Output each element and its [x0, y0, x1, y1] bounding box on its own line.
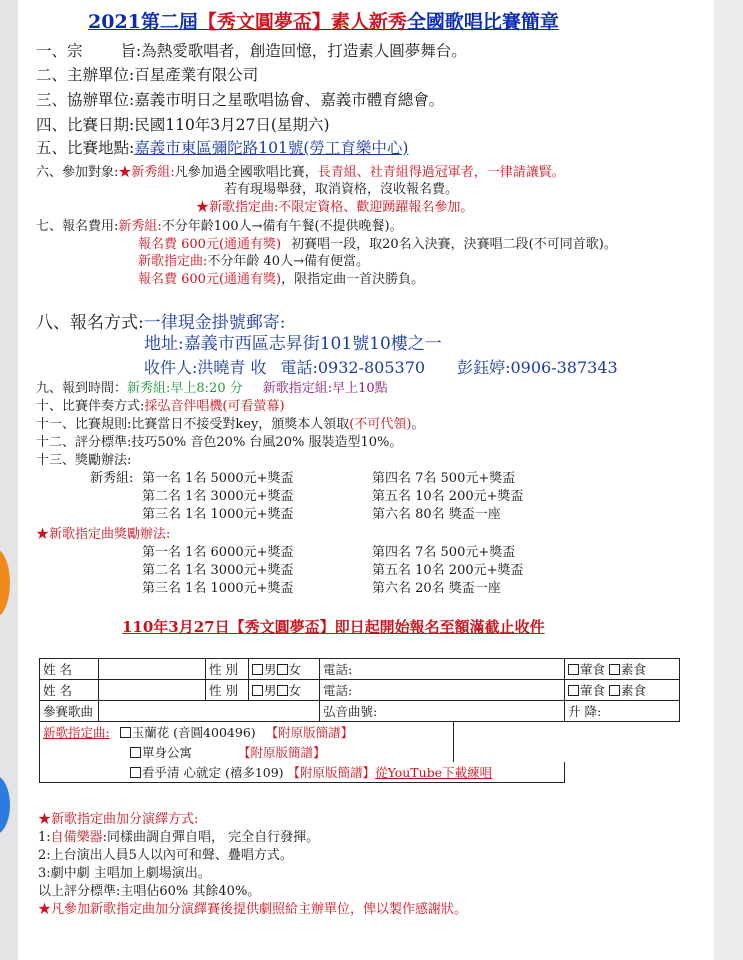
table-row — [40, 701, 680, 722]
female-checkbox[interactable] — [277, 664, 288, 675]
phone-field[interactable]: 電話: — [320, 659, 565, 680]
mailing-address: 地址:嘉義市西區志昇街101號10樓之一 — [144, 334, 442, 354]
section-1: 一、宗 旨:為熱愛歌唱者，創造回憶，打造素人圓夢舞台。 — [36, 42, 467, 60]
blank-cell — [454, 742, 680, 762]
section-7-line2: 報名費 600元(通通有獎) 初賽唱一段，取20名入決賽，決賽唱二段(不可同首歌)。 — [138, 237, 617, 252]
prize-row: 第一名 1名 6000元+獎盃 — [142, 545, 294, 560]
gender-label: 性 別 — [206, 680, 249, 701]
section-4: 四、比賽日期:民國110年3月27日(星期六) — [36, 116, 330, 134]
gender-options: 男 女 — [249, 659, 320, 680]
prize-row: 第五名 10名 200元+獎盃 — [372, 563, 524, 578]
bonus-line-5: ★凡參加新歌指定曲加分演繹賽後提供劇照給主辦單位，俾以製作感謝狀。 — [38, 902, 468, 917]
prize-group-2-label: ★新歌指定曲獎勵辦法: — [36, 527, 171, 542]
song-3-checkbox[interactable] — [130, 767, 141, 778]
document-page — [18, 0, 714, 960]
gender-options: 男 女 — [249, 680, 320, 701]
table-row — [40, 722, 680, 743]
song-field[interactable] — [99, 701, 320, 722]
name-field[interactable] — [99, 680, 206, 701]
name-label: 姓 名 — [40, 659, 99, 680]
song-label: 參賽歌曲 — [40, 701, 99, 722]
right-margin — [714, 0, 743, 960]
prize-row: 第五名 10名 200元+獎盃 — [372, 489, 524, 504]
registration-notice: 110年3月27日【秀文圓夢盃】即日起開始報名至額滿截止收件 — [122, 618, 545, 636]
gender-label: 性 別 — [206, 659, 249, 680]
prize-row: 第四名 7名 500元+獎盃 — [372, 471, 516, 486]
prize-row: 第一名 1名 5000元+獎盃 — [142, 471, 294, 486]
song-2-checkbox[interactable] — [130, 747, 141, 758]
section-6: 六、參加對象:★新秀組:凡參加過全國歌唱比賽，長青組、社青組得過冠軍者，一律請讓賢。 — [36, 165, 565, 180]
section-7: 七、報名費用:新秀組:不分年齡100人→備有午餐(不提供晚餐)。 — [36, 219, 403, 234]
prize-row: 第二名 1名 3000元+獎盃 — [142, 489, 294, 504]
table-row — [40, 680, 680, 701]
prize-group-1-label: 新秀組: — [90, 471, 134, 486]
prize-row: 第六名 20名 獎盃一座 — [372, 581, 501, 596]
blank-cell — [454, 722, 680, 743]
section-7-line3: 新歌指定曲:不分年齡 40人→備有便當。 — [138, 254, 369, 269]
song-1-checkbox[interactable] — [120, 727, 131, 738]
phone-field[interactable]: 電話: — [320, 680, 565, 701]
section-13: 十三、獎勵辦法: — [36, 453, 132, 468]
female-checkbox[interactable] — [277, 685, 288, 696]
meat-checkbox[interactable] — [568, 664, 579, 675]
section-9: 九、報到時間：新秀組:早上8:20 分 新歌指定組:早上10點 — [36, 381, 388, 396]
designated-song-1: 新歌指定曲: 玉蘭花 (音圓400496) 【附原版簡譜】 — [40, 722, 454, 743]
registration-form — [39, 658, 680, 783]
veg-checkbox[interactable] — [609, 685, 620, 696]
prize-row: 第三名 1名 1000元+獎盃 — [142, 581, 294, 596]
key-field[interactable]: 升 降: — [565, 701, 680, 722]
page-title: 2021第二屆【秀文圓夢盃】素人新秀全國歌唱比賽簡章 — [88, 11, 559, 33]
table-row — [40, 762, 680, 783]
section-7-line4: 報名費 600元(通通有獎)，限指定曲一首決勝負。 — [138, 272, 425, 287]
bonus-line-2: 2:上台演出人員5人以內可和聲、疊唱方式。 — [38, 848, 293, 863]
section-6-line3: ★新歌指定曲:不限定資格、歡迎踴躍報名參加。 — [196, 200, 474, 215]
section-12: 十二、評分標準:技巧50% 音色20% 台風20% 服裝造型10%。 — [36, 435, 403, 450]
section-11: 十一、比賽規則:比賽當日不接受對key，頒獎本人領取(不可代領)。 — [36, 417, 425, 432]
section-10: 十、比賽伴奏方式:採弘音伴唱機(可看螢幕) — [36, 399, 285, 414]
bonus-title: ★新歌指定曲加分演繹方式: — [38, 812, 199, 827]
prize-row: 第四名 7名 500元+獎盃 — [372, 545, 516, 560]
section-6-line2: 若有現場舉發，取消資格，沒收報名費。 — [224, 182, 459, 197]
karaoke-code-field[interactable]: 弘音曲號: — [320, 701, 565, 722]
bonus-line-3: 3:劇中劇 主唱加上劇場演出。 — [38, 866, 211, 881]
table-row — [40, 659, 680, 680]
prize-row: 第三名 1名 1000元+獎盃 — [142, 507, 294, 522]
bonus-line-4: 以上評分標準:主唱佔60% 其餘40%。 — [38, 884, 261, 899]
designated-song-3: 看乎清 心就定 (禧多109) 【附原版簡譜】從YouTube下載練唱 — [40, 762, 565, 783]
section-2: 二、主辦單位:百星產業有限公司 — [36, 66, 259, 84]
designated-song-2: 單身公寓 【附原版簡譜】 — [40, 742, 454, 762]
male-checkbox[interactable] — [252, 664, 263, 675]
name-label: 姓 名 — [40, 680, 99, 701]
prize-row: 第六名 80名 獎盃一座 — [372, 507, 501, 522]
name-field[interactable] — [99, 659, 206, 680]
blank-cell — [565, 762, 680, 783]
table-row — [40, 742, 680, 762]
section-8: 八、報名方式:一律現金掛號郵寄: — [36, 313, 286, 333]
veg-checkbox[interactable] — [609, 664, 620, 675]
meat-checkbox[interactable] — [568, 685, 579, 696]
male-checkbox[interactable] — [252, 685, 263, 696]
section-3: 三、協辦單位:嘉義市明日之星歌唱協會、嘉義市體育總會。 — [36, 91, 445, 109]
meal-options: 葷食 素食 — [565, 680, 680, 701]
bonus-line-1: 1:自備樂器:同樣曲調自彈自唱， 完全自行發揮。 — [38, 830, 320, 845]
meal-options: 葷食 素食 — [565, 659, 680, 680]
prize-row: 第二名 1名 3000元+獎盃 — [142, 563, 294, 578]
recipient-line: 收件人:洪曉青 收 電話:0932-805370 彭鈺婷:0906-387343 — [144, 358, 618, 377]
section-5: 五、比賽地點:嘉義市東區彌陀路101號(勞工育樂中心) — [36, 139, 409, 157]
